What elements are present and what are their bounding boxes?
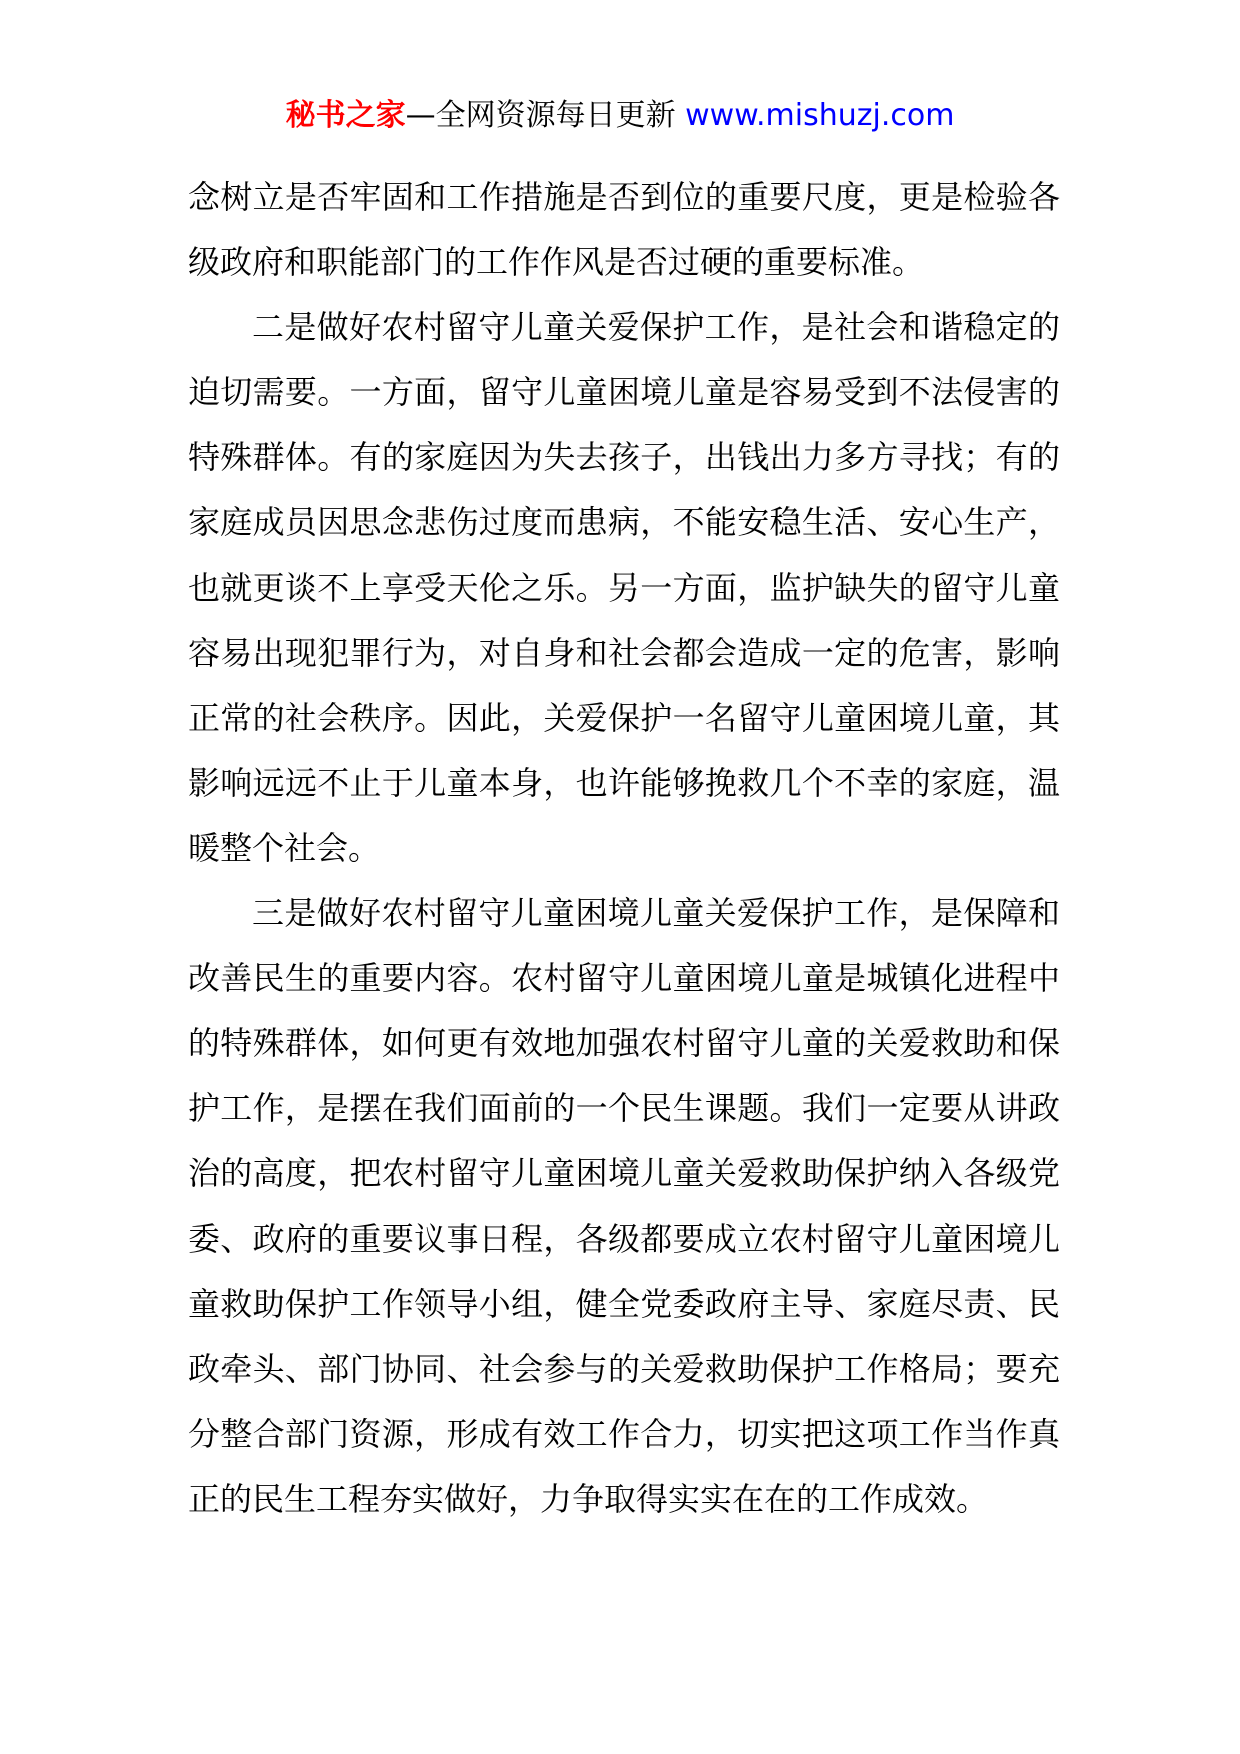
page-header — [0, 96, 1240, 136]
site-url-link[interactable]: www.mishuzj.com — [685, 98, 955, 133]
paragraph-continuation: 念树立是否牢固和工作措施是否到位的重要尺度，更是检验各级政府和职能部门的工作作风是否过硬的重要标准。 — [188, 178, 1060, 282]
site-brand: 秘书之家 — [285, 98, 406, 133]
document-body — [188, 165, 1060, 1532]
site-tagline: —全网资源每日更新 — [405, 98, 686, 133]
paragraph-third-point: 三是做好农村留守儿童困境儿童关爱保护工作，是保障和改善民生的重要内容。农村留守儿童困境儿童是城镇化进程中的特殊群体，如何更有效地加强农村留守儿童的关爱救助和保护工作，是摆在我们面前的一个民生课题。我们一定要从讲政治的高度，把农村留守儿童困境儿童关爱救助保护纳入各级党委、政府的重要议事日程，各级都要成立农村留守儿童困境儿童救助保护工作领导小组，健全党委政府主导、家庭尽责、民政牵头、部门协同、社会参与的关爱救助保护工作格局；要充分整合部门资源，形成有效工作合力，切实把这项工作当作真正的民生工程夯实做好，力争取得实实在在的工作成效。 — [188, 894, 1060, 1518]
paragraph-second-point: 二是做好农村留守儿童关爱保护工作，是社会和谐稳定的迫切需要。一方面，留守儿童困境儿童是容易受到不法侵害的特殊群体。有的家庭因为失去孩子，出钱出力多方寻找；有的家庭成员因思念悲伤过度而患病，不能安稳生活、安心生产，也就更谈不上享受天伦之乐。另一方面，监护缺失的留守儿童容易出现犯罪行为，对自身和社会都会造成一定的危害，影响正常的社会秩序。因此，关爱保护一名留守儿童困境儿童，其影响远远不止于儿童本身，也许能够挽救几个不幸的家庭，温暖整个社会。 — [188, 308, 1060, 867]
